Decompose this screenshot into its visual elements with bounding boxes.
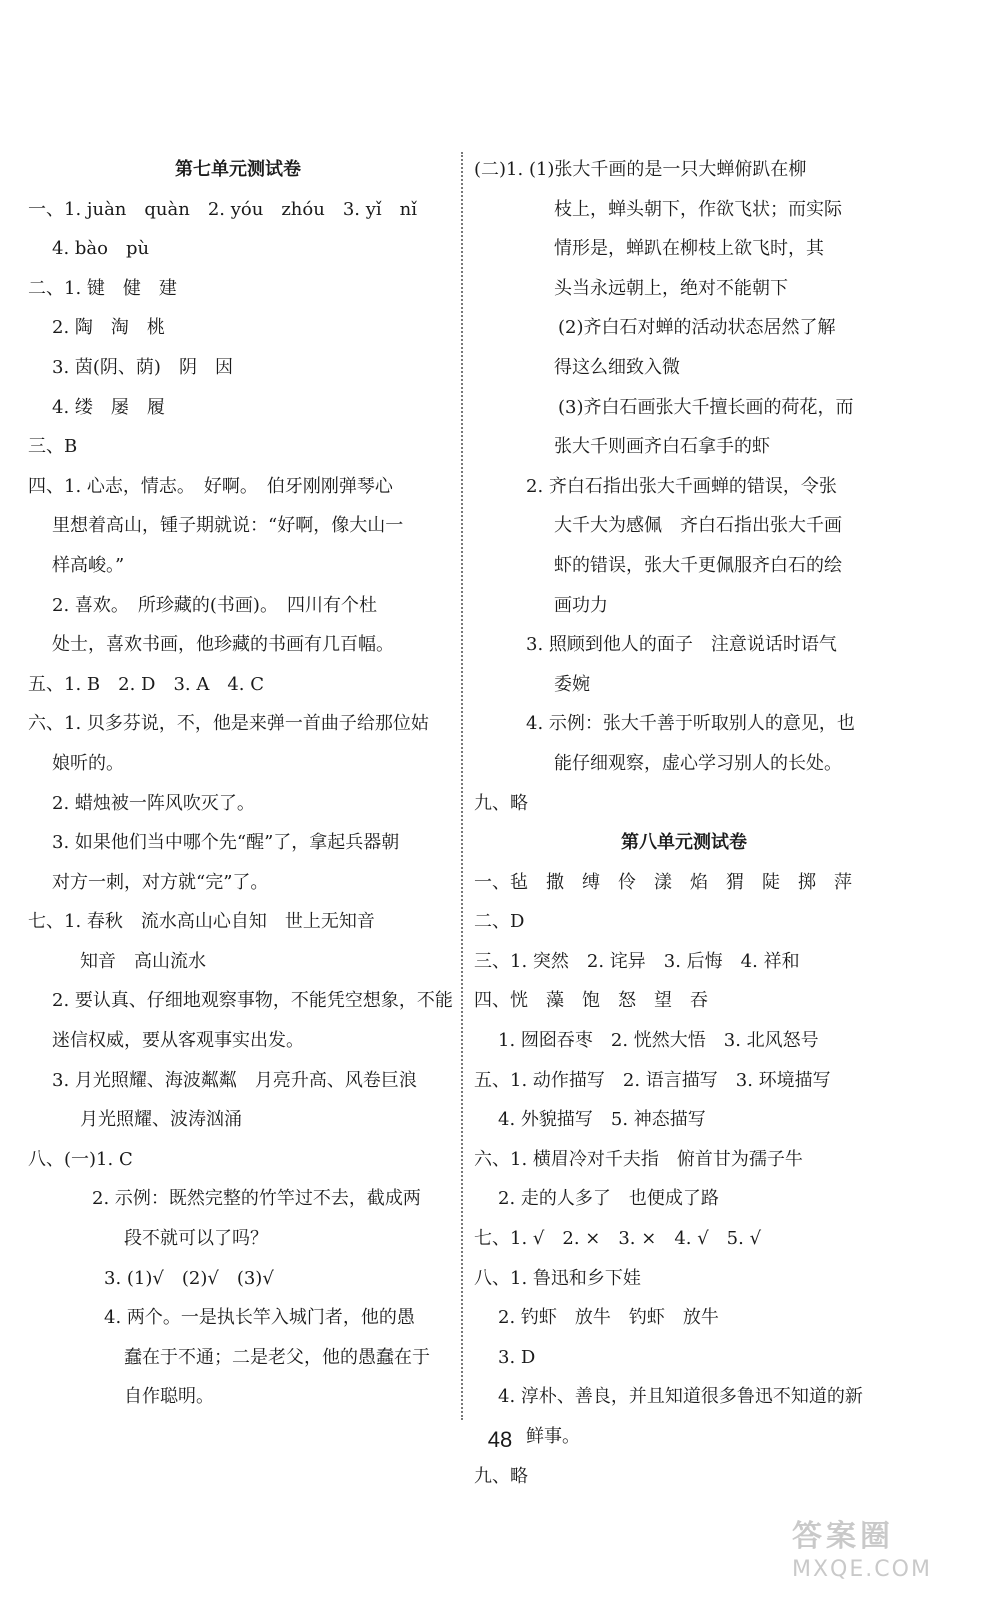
answer-line: 鲜事。 (526, 1426, 580, 1447)
answer-line: 样高峻。” (52, 554, 125, 576)
answer-line: 4. 外貌描写 5. 神态描写 (498, 1109, 706, 1131)
answer-line: 迷信权威，要从客观事实出发。 (52, 1030, 304, 1052)
answer-line: 3. 照顾到他人的面子 注意说话时语气 (526, 634, 837, 656)
answer-line: 4. bào pù (52, 238, 150, 260)
answer-line: 3. 月光照耀、海波粼粼 月亮升高、风卷巨浪 (52, 1069, 417, 1091)
answer-line: (3)齐白石画张大千擅长画的荷花，而 (558, 396, 854, 418)
answer-line: 2. 钓虾 放牛 钓虾 放牛 (498, 1307, 719, 1329)
answer-line: (二)1. (1)张大千画的是一只大蝉俯趴在柳 (474, 159, 807, 180)
answer-line: 2. 齐白石指出张大千画蝉的错误，令张 (526, 475, 837, 497)
answer-line: 一、1. juàn quàn 2. yóu zhóu 3. yǐ nǐ (28, 198, 418, 220)
answer-line: 张大千则画齐白石拿手的虾 (554, 436, 770, 458)
answer-line: 九、略 (474, 792, 528, 814)
answer-line: 蠢在于不通；二是老父，他的愚蠢在于 (124, 1346, 430, 1368)
answer-line: 九、略 (474, 1465, 528, 1487)
answer-line: 能仔细观察，虚心学习别人的长处。 (554, 752, 842, 774)
section-title: 第七单元测试卷 (175, 159, 301, 180)
answer-line: 3. 如果他们当中哪个先“醒”了，拿起兵器朝 (52, 832, 400, 854)
answer-line: 处士，喜欢书画，他珍藏的书画有几百幅。 (52, 634, 394, 656)
answer-line: 3. D (498, 1346, 536, 1368)
answer-line: 2. 陶 淘 桃 (52, 317, 165, 339)
answer-line: 月光照耀、波涛汹涌 (80, 1109, 242, 1131)
answer-line: 六、1. 贝多芬说，不，他是来弹一首曲子给那位姑 (28, 713, 429, 735)
answer-line: 2. 喜欢。 所珍藏的(书画)。 四川有个杜 (52, 594, 377, 616)
answer-line: 八、(一)1. C (28, 1148, 133, 1170)
answer-line: 1. 囫囵吞枣 2. 恍然大悟 3. 北风怒号 (498, 1030, 819, 1052)
answer-line: 2. 要认真、仔细地观察事物，不能凭空想象，不能 (52, 990, 453, 1012)
answer-line: 三、1. 突然 2. 诧异 3. 后悔 4. 祥和 (474, 950, 800, 972)
watermark-logo (792, 1518, 982, 1590)
answer-line: 三、B (28, 436, 78, 458)
answer-line: 4. 两个。一是执长竿入城门者，他的愚 (104, 1307, 415, 1329)
answer-line: 七、1. 春秋 流水高山心自知 世上无知音 (28, 911, 375, 933)
watermark-sub-text: MXQE.COM (792, 1557, 932, 1582)
answer-line: 七、1. √ 2. × 3. × 4. √ 5. √ (474, 1228, 762, 1250)
answer-line: 画功力 (554, 594, 608, 616)
answer-line: 五、1. B 2. D 3. A 4. C (28, 673, 265, 695)
answer-line: 4. 缕 屡 履 (52, 396, 165, 418)
answer-line: 里想着高山，锺子期就说：“好啊，像大山一 (52, 515, 404, 537)
column-divider (461, 152, 463, 1420)
answer-line: 头当永远朝上，绝对不能朝下 (554, 277, 788, 299)
answer-line: (2)齐白石对蝉的活动状态居然了解 (558, 317, 836, 339)
answer-line: 六、1. 横眉冷对千夫指 俯首甘为孺子牛 (474, 1148, 803, 1170)
answer-line: 得这么细致入微 (554, 356, 680, 378)
answer-line: 大千大为感佩 齐白石指出张大千画 (554, 515, 842, 537)
answer-line: 二、1. 键 健 建 (28, 277, 177, 299)
left-column (28, 150, 453, 1417)
answer-line: 知音 高山流水 (80, 950, 206, 972)
right-column (474, 150, 894, 1496)
answer-line: 八、1. 鲁迅和乡下娃 (474, 1267, 641, 1289)
answer-line: 娘听的。 (52, 752, 124, 774)
answer-line: 五、1. 动作描写 2. 语言描写 3. 环境描写 (474, 1069, 831, 1091)
answer-line: 虾的错误，张大千更佩服齐白石的绘 (554, 554, 842, 576)
answer-line: 2. 蜡烛被一阵风吹灭了。 (52, 792, 255, 814)
answer-line: 四、恍 藻 饱 怒 望 吞 (474, 990, 708, 1012)
answer-line: 3. (1)√ (2)√ (3)√ (104, 1267, 274, 1289)
watermark-main-text: 答案圈 (792, 1519, 894, 1554)
answer-line: 一、毡 撒 缚 伶 漾 焰 猬 陡 掷 萍 (474, 871, 852, 893)
answer-line: 二、D (474, 911, 525, 933)
answer-line: 2. 走的人多了 也便成了路 (498, 1188, 719, 1210)
answer-line: 段不就可以了吗？ (124, 1228, 268, 1250)
answer-line: 对方一刺，对方就“完”了。 (52, 871, 269, 893)
answer-line: 4. 淳朴、善良，并且知道很多鲁迅不知道的新 (498, 1386, 863, 1408)
answer-line: 情形是，蝉趴在柳枝上欲飞时，其 (554, 238, 824, 260)
answer-line: 枝上，蝉头朝下，作欲飞状；而实际 (554, 198, 842, 220)
answer-line: 3. 茵(阴、荫) 阴 因 (52, 356, 233, 378)
page-number: 48 (487, 1427, 513, 1452)
answer-line: 4. 示例：张大千善于听取别人的意见，也 (526, 713, 855, 735)
answer-line: 四、1. 心志，情志。 好啊。 伯牙刚刚弹琴心 (28, 475, 393, 497)
section-title: 第八单元测试卷 (621, 832, 747, 854)
answer-line: 委婉 (554, 673, 590, 695)
answer-line: 自作聪明。 (124, 1386, 214, 1408)
answer-line: 2. 示例：既然完整的竹竿过不去，截成两 (92, 1188, 421, 1210)
